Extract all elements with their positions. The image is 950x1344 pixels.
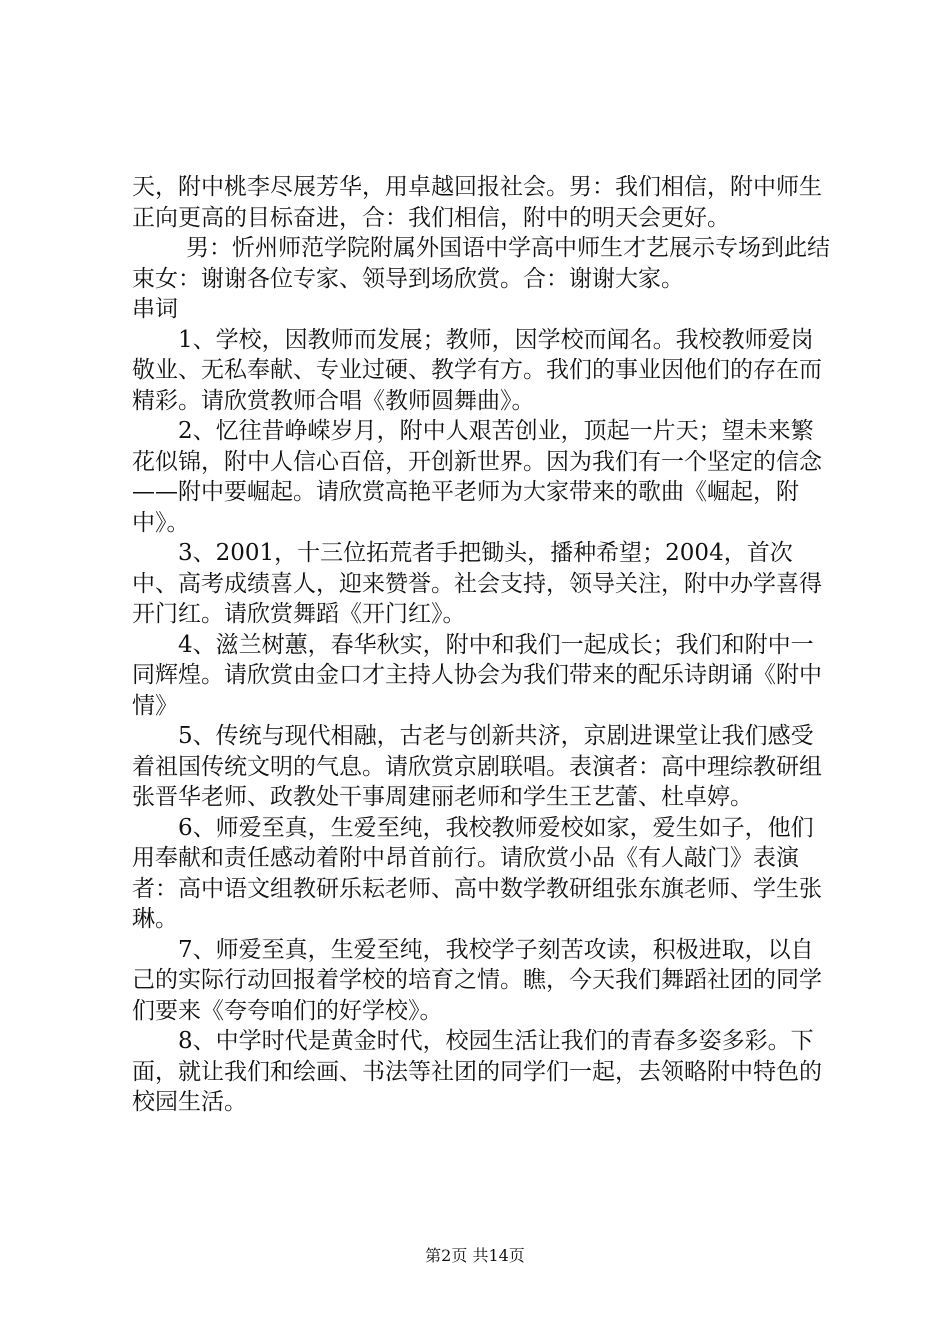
paragraph-closing-remarks: 男：忻州师范学院附属外国语中学高中师生才艺展示专场到此结束女：谢谢各位专家、领导到场欣赏。合：谢谢大家。 bbox=[132, 235, 830, 292]
paragraph-item-6: 6、师爱至真，生爱至纯，我校教师爱校如家，爱生如子，他们用奉献和责任感动着附中昂首前行。请欣赏小品《有人敲门》表演者：高中语文组教研乐耘老师、高中数学教研组张东旗老师、学生张琳。 bbox=[132, 814, 822, 932]
paragraph-item-7: 7、师爱至真，生爱至纯，我校学子刻苦攻读，积极进取，以自己的实际行动回报着学校的培育之情。瞧，今天我们舞蹈社团的同学们要来《夸夸咱们的好学校》。 bbox=[132, 936, 822, 1024]
paragraph-item-4: 4、滋兰树蕙，春华秋实，附中和我们一起成长；我们和附中一同辉煌。请欣赏由金口才主持人协会为我们带来的配乐诗朗诵《附中情》 bbox=[132, 631, 822, 719]
section-heading-chuanci: 串词 bbox=[132, 296, 178, 322]
paragraph-item-2: 2、忆往昔峥嵘岁月，附中人艰苦创业，顶起一片天；望未来繁花似锦，附中人信心百倍，开创新世界。因为我们有一个坚定的信念——附中要崛起。请欣赏高艳平老师为大家带来的歌曲《崛起，附中》。 bbox=[132, 418, 822, 536]
paragraph-item-5: 5、传统与现代相融，古老与创新共济，京剧进课堂让我们感受着祖国传统文明的气息。请欣赏京剧联唱。表演者：高中理综教研组张晋华老师、政教处干事周建丽老师和学生王艺蕾、杜卓婷。 bbox=[132, 723, 822, 810]
page-number-footer: 第2页 共14页 bbox=[425, 1246, 525, 1265]
document-body bbox=[132, 172, 832, 1118]
paragraph-item-8: 8、中学时代是黄金时代，校园生活让我们的青春多姿多彩。下面，就让我们和绘画、书法等社团的同学们一起，去领略附中特色的校园生活。 bbox=[132, 1028, 822, 1115]
paragraph-item-3: 3、2001，十三位拓荒者手把锄头，播种希望；2004，首次中、高考成绩喜人，迎来赞誉。社会支持，领导关注，附中办学喜得开门红。请欣赏舞蹈《开门红》。 bbox=[132, 540, 822, 627]
paragraph-closing-continued: 天，附中桃李尽展芳华，用卓越回报社会。男：我们相信，附中师生正向更高的目标奋进，合：我们相信，附中的明天会更好。 bbox=[132, 174, 822, 231]
paragraph-item-1: 1、学校，因教师而发展；教师，因学校而闻名。我校教师爱岗敬业、无私奉献、专业过硬、教学有方。我们的事业因他们的存在而精彩。请欣赏教师合唱《教师圆舞曲》。 bbox=[132, 326, 822, 414]
